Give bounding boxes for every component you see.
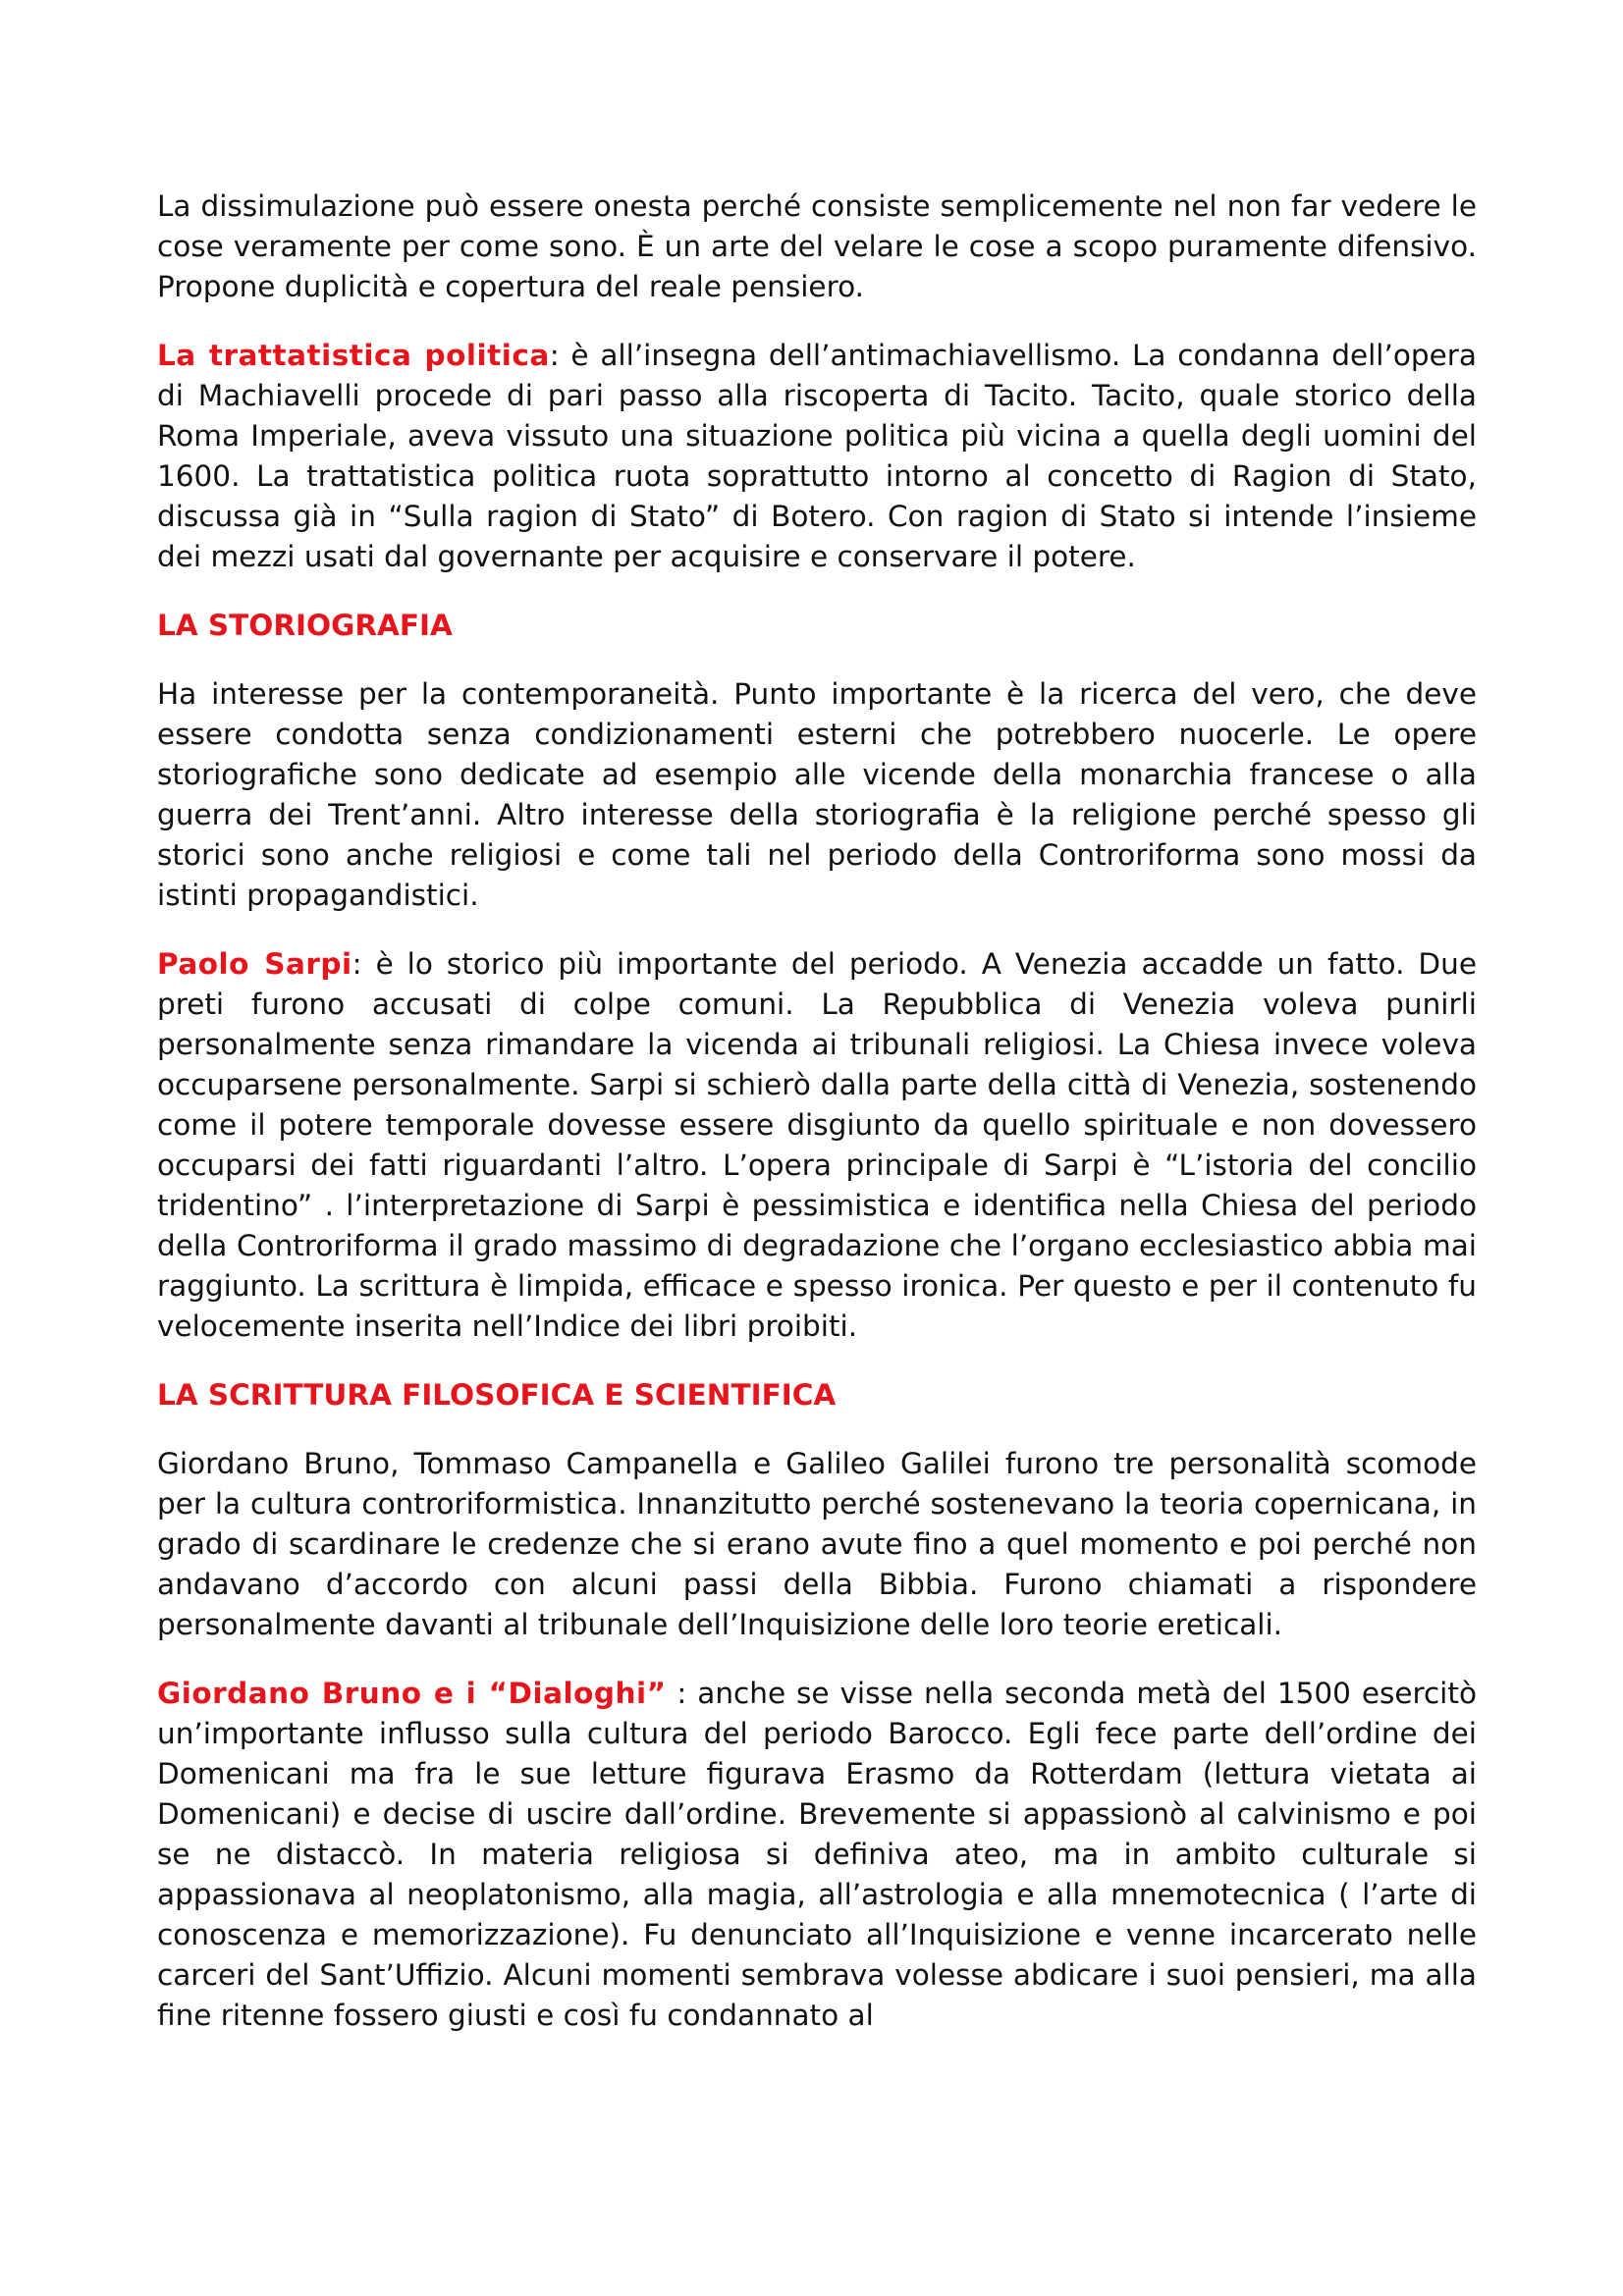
heading-storiografia: LA STORIOGRAFIA: [157, 609, 453, 642]
paragraph-paolo-sarpi: [157, 944, 1477, 1347]
paragraph-dissimulazione: La dissimulazione può essere onesta perché consiste semplicemente nel non far vedere le cose veramente per come sono. È un arte del velare le cose a scopo puramente difensivo. Propone duplicità e copertura del reale pensiero.: [157, 189, 1477, 303]
paragraph-text: : è all’insegna dell’antimachiavellismo. La condanna dell’opera di Machiavelli procede di pari passo alla riscoperta di Tacito. Tacito, quale storico della Roma Imperiale, aveva vissuto una situazione politica più vicina a quella degli uomini del 1600. La trattatistica politica ruota soprattutto intorno al concetto di Ragion di Stato, discussa già in “Sulla ragion di Stato” di Botero. Con ragion di Stato si intende l’insieme dei mezzi usati dal governante per acquisire e conservare il potere.: [157, 339, 1477, 573]
term-paolo-sarpi: Paolo Sarpi: [157, 947, 352, 981]
paragraph-scrittura-filosofica: Giordano Bruno, Tommaso Campanella e Galileo Galilei furono tre personalità scomode per la cultura controriformistica. Innanzitutto perché sostenevano la teoria copernicana, in grado di scardinare le credenze che si erano avute fino a quel momento e poi perché non andavano d’accordo con alcuni passi della Bibbia. Furono chiamati a rispondere personalmente davanti al tribunale dell’Inquisizione delle loro teorie ereticali.: [157, 1447, 1477, 1641]
term-giordano-bruno: Giordano Bruno e i “Dialoghi”: [157, 1677, 667, 1710]
paragraph-text: : anche se visse nella seconda metà del 1500 esercitò un’importante influsso sulla cultura del periodo Barocco. Egli fece parte dell’ordine dei Domenicani ma fra le sue letture figurava Erasmo da Rotterdam (lettura vietata ai Domenicani) e decise di uscire dall’ordine. Brevemente si appassionò al calvinismo e poi se ne distaccò. In materia religiosa si definiva ateo, ma in ambito culturale si appassionava al neoplatonismo, alla magia, all’astrologia e alla mnemotecnica ( l’arte di conoscenza e memorizzazione). Fu denunciato all’Inquisizione e venne incarcerato nelle carceri del Sant’Uffizio. Alcuni momenti sembrava volesse abdicare i suoi pensieri, ma alla fine ritenne fossero giusti e così fu condannato al: [157, 1677, 1477, 2032]
document-page: [157, 187, 1477, 2064]
paragraph-storiografia: Ha interesse per la contemporaneità. Punto importante è la ricerca del vero, che deve essere condotta senza condizionamenti esterni che potrebbero nuocerle. Le opere storiografiche sono dedicate ad esempio alle vicende della monarchia francese o alla guerra dei Trent’anni. Altro interesse della storiografia è la religione perché spesso gli storici sono anche religiosi e come tali nel periodo della Controriforma sono mossi da istinti propagandistici.: [157, 677, 1477, 912]
term-trattatistica-politica: La trattatistica politica: [157, 339, 550, 372]
paragraph-giordano-bruno: [157, 1674, 1477, 2036]
paragraph-trattatistica-politica: [157, 336, 1477, 577]
paragraph-text: : è lo storico più importante del periodo. A Venezia accadde un fatto. Due preti furono accusati di colpe comuni. La Repubblica di Venezia voleva punirli personalmente senza rimandare la vicenda ai tribunali religiosi. La Chiesa invece voleva occuparsene personalmente. Sarpi si schierò dalla parte della città di Venezia, sostenendo come il potere temporale dovesse essere disgiunto da quello spirituale e non dovessero occuparsi dei fatti riguardanti l’altro. L’opera principale di Sarpi è “L’istoria del concilio tridentino” . l’interpretazione di Sarpi è pessimistica e identifica nella Chiesa del periodo della Controriforma il grado massimo di degradazione che l’organo ecclesiastico abbia mai raggiunto. La scrittura è limpida, efficace e spesso ironica. Per questo e per il contenuto fu velocemente inserita nell’Indice dei libri proibiti.: [157, 947, 1477, 1343]
heading-scrittura-filosofica: LA SCRITTURA FILOSOFICA E SCIENTIFICA: [157, 1378, 837, 1412]
